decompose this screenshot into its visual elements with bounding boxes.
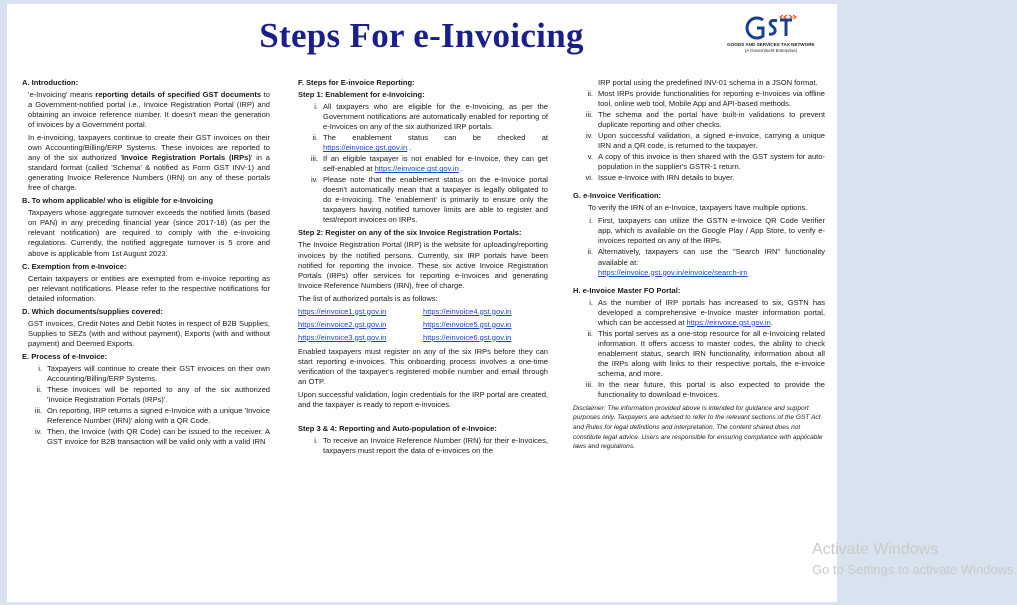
list-item	[573, 110, 825, 130]
section-d-para: GST invoices, Credit Notes and Debit Notes in respect of B2B Supplies, Supplies to SEZs (with and without payment), Exports (with and without payment) and Deemed Exports.	[28, 318, 270, 348]
step-1-list	[298, 102, 548, 225]
list-text: First, taxpayers can utilize the GSTN e-Invoice QR Code Verifier app, which is available on the Google Play / App Store, to verify e-invoices reported on any of the IRPs.	[598, 216, 825, 246]
list-text: Please note that the enablement status on the e-Invoice portal doesn't automatically mean that a taxpayer is legally obligated to do e-Invoicing. The 'enablement' is primarily to ensure only the taxpayers having notified turnover limits are able to register and test/report invoices on IRPs.	[323, 175, 548, 225]
list-item	[22, 364, 270, 384]
list-text: The schema and the portal have built-in validations to prevent duplicate reporting and other checks.	[598, 110, 825, 130]
gstn-logo	[712, 12, 830, 53]
list-item	[22, 427, 270, 447]
section-e-list	[22, 364, 270, 447]
portal-link-6[interactable]: https://einvoice6.gst.gov.in	[423, 332, 512, 342]
list-text: To receive an Invoice Reference Number (IRN) for their e-Invoices, taxpayers must report the data of e-invoices on the	[323, 435, 548, 455]
list-item	[298, 133, 548, 153]
list-text: Upon successful validation, a signed e-invoice, carrying a unique IRN and a QR code, is returned to the taxpayer.	[598, 131, 825, 151]
section-c-title: C. Exemption from e-Invoice:	[22, 261, 127, 271]
section-b-para: Taxpayers whose aggregate turnover exceeds the notified limits (based on PAN) in any preceding financial year (since 2017-18) (as per the relevant notification) are required to comply with the e-invoicing regulations. Currently, the notified aggregate turnover is 5 crore and above is applicable from 1st August 2023.	[28, 208, 270, 258]
einvoice-self-enable-link[interactable]: https://einvoice.gst.gov.in	[374, 164, 459, 174]
list-text	[323, 154, 548, 174]
step-34-list	[298, 436, 548, 456]
portal-link-5[interactable]: https://einvoice5.gst.gov.in	[423, 319, 512, 329]
page-title: Steps For e-Invoicing	[259, 16, 584, 55]
list-text: Issue e-Invoice with IRN details to buyer.	[598, 173, 735, 183]
section-a-para-2	[28, 133, 270, 193]
list-item	[573, 131, 825, 151]
list-item	[298, 154, 548, 174]
watermark-line-2: Go to Settings to activate Windows.	[812, 561, 1017, 577]
list-item	[573, 329, 825, 379]
step-34-continued: IRP portal using the predefined INV-01 schema in a JSON format.	[598, 78, 818, 87]
list-text: This portal serves as a one-stop resource for all e-Invoicing related information. It offers access to master codes, the ability to check enablement status, search IRN functionality, information about all the IRPs along with links to their respective portals, the e-invoice schema, and more.	[598, 328, 825, 378]
section-h-title: H. e-Invoice Master FO Portal:	[573, 285, 681, 295]
list-number: iii.	[585, 110, 593, 120]
list-number: ii.	[587, 247, 593, 257]
section-c-para: Certain taxpayers or entities are exempted from e-invoice reporting as per relevant notifications. Please refer to the respective notifications for detailed information.	[28, 273, 270, 303]
list-number: ii.	[312, 133, 318, 143]
list-number: iv.	[311, 175, 318, 185]
list-number: i.	[589, 297, 593, 307]
step-34-title: Step 3 & 4: Reporting and Auto-population of e-Invoice:	[298, 423, 497, 433]
list-item	[573, 89, 825, 109]
list-text: In the near future, this portal is also expected to provide the functionality to download e-Invoices.	[598, 379, 825, 399]
list-item	[573, 298, 825, 328]
portal-link-2[interactable]: https://einvoice2.gst.gov.in	[298, 319, 387, 329]
gstn-logo-icon	[743, 12, 799, 42]
step-1-title: Step 1: Enablement for e-Invoicing:	[298, 90, 425, 100]
watermark-line-1: Activate Windows	[812, 541, 939, 558]
list-text: A copy of this invoice is then shared with the GST system for auto-population in the supplier's GSTR-1 return.	[598, 152, 825, 172]
list-number: ii.	[587, 89, 593, 99]
section-a-title: A. Introduction:	[22, 78, 79, 87]
section-h-list	[573, 298, 825, 400]
bold-text: reporting details of specified GST documents	[95, 90, 262, 100]
text: Alternatively, taxpayers can use the "Search IRN" functionality available at:	[598, 247, 825, 267]
section-g-title: G. e-Invoice Verification:	[573, 191, 662, 201]
list-item	[573, 216, 825, 246]
list-number: vi.	[585, 173, 593, 183]
list-number: iv.	[586, 131, 593, 141]
disclaimer: Disclaimer: The information provided above is intended for guidance and support purposes only. Taxpayers are advised to refer to the relevant sections of the GST Act and Rules for legal definitions and interpretation. The content shared does not constitute legal advice. Users are responsible for ensuring compliance with applicable laws and regulations.	[573, 404, 823, 451]
list-text: Then, the Invoice (with QR Code) can be issued to the receiver. A GST invoice for B2B transaction will be valid only with a valid IRN	[47, 427, 270, 447]
section-a-para-1	[28, 90, 270, 130]
text: As the number of IRP portals has increased to six, GSTN has developed a comprehensive e-Invoice master information portal, which can be accessed at	[598, 297, 825, 327]
list-item	[573, 152, 825, 172]
list-item	[298, 175, 548, 225]
list-text: These invoices will be reported to any of the six authorized 'Invoice Registration Portals (IRPs)'.	[47, 384, 270, 404]
text: .	[407, 143, 412, 153]
step-2-para-3: Upon successful validation, login credentials for the IRP portal are created, and the taxpayer is ready to report e-invoices.	[298, 389, 548, 409]
text: The enablement status can be checked at	[323, 133, 548, 143]
section-g-list	[573, 216, 825, 277]
einvoice-enablement-link[interactable]: https://einvoice.gst.gov.in	[323, 143, 408, 153]
list-item	[573, 173, 825, 183]
portal-links	[298, 307, 548, 343]
logo-line1: GOODS AND SERVICES TAX NETWORK	[727, 42, 815, 47]
text: to a Government-notified portal i.e., Invoice Registration Portal (IRP) and obtaining an invoice reference number. It doesn't mean the generation of invoices by a Government portal.	[28, 90, 270, 130]
list-text	[598, 298, 825, 328]
section-g-para: To verify the IRN of an e-Invoice, taxpayers have multiple options.	[588, 203, 808, 213]
list-number: i.	[589, 216, 593, 226]
list-text	[323, 133, 548, 153]
list-item	[573, 247, 825, 277]
portals-intro: The list of authorized portals is as follows:	[298, 293, 438, 303]
text: In e-invoicing, taxpayers continue to create their GST invoices on their own Accounting/Billing/ERP Systems. These invoices are reported to any of the six authorized '	[28, 133, 270, 163]
list-number: i.	[38, 363, 42, 373]
search-irn-link[interactable]: https://einvoice.gst.gov.in/einvoice/search-irn	[598, 267, 748, 277]
portal-link-3[interactable]: https://einvoice3.gst.gov.in	[298, 332, 387, 342]
list-number: v.	[587, 152, 593, 162]
list-number: iii.	[34, 405, 42, 415]
text: 'e-Invoicing' means	[28, 90, 96, 100]
portal-link-4[interactable]: https://einvoice4.gst.gov.in	[423, 306, 512, 316]
column-2	[298, 78, 548, 459]
list-text: Most IRPs provide functionalities for reporting e-Invoices via offline tool, online web tool, Mobile App and API-based methods.	[598, 89, 825, 109]
logo-line2: (A Government Enterprise)	[744, 47, 798, 53]
section-b-title: B. To whom applicable/ who is eligible for e-Invoicing	[22, 196, 214, 206]
column-3	[573, 78, 825, 452]
text: ' in a standard format (called 'Schema' & notified as Form GST INV-1) and generating Invoice Reference Numbers (IRN) on any of these portals free of charge.	[28, 153, 270, 193]
list-number: ii.	[36, 384, 42, 394]
portal-link-1[interactable]: https://einvoice1.gst.gov.in	[298, 306, 387, 316]
master-portal-link[interactable]: https://einvoice.gst.gov.in	[686, 317, 771, 327]
step-2-para: The Invoice Registration Portal (IRP) is the website for uploading/reporting invoices by the notified persons. Currently, six IRP portals have been notified for reporting the invoice. These six active Invoice Registration Portals (IRPs) offer services for reporting e-Invoices and generating Invoice Reference Numbers (IRN), free of charge.	[298, 240, 548, 290]
text: .	[770, 317, 773, 327]
list-number: i.	[314, 102, 318, 112]
text: If an eligible taxpayer is not enabled for e-Invoice, they can get self-enabled at	[323, 154, 548, 174]
list-text: Taxpayers will continue to create their GST invoices on their own Accounting/Billing/ERP Systems.	[47, 363, 270, 383]
list-item	[22, 406, 270, 426]
section-f-title: F. Steps for E-invoice Reporting:	[298, 78, 415, 87]
step-2-para-2: Enabled taxpayers must register on any of the six IRPs before they can start reporting e-invoices. This onboarding process involves a one-time verification of the taxpayer's registered mobile number and email through an OTP.	[298, 346, 548, 386]
list-text: On reporting, IRP returns a signed e-Invoice with a unique 'Invoice Reference Number (IRN)' along with a QR Code.	[47, 405, 270, 425]
list-number: i.	[314, 435, 318, 445]
list-number: ii.	[587, 328, 593, 338]
column-1	[22, 78, 270, 450]
list-number: iii.	[585, 379, 593, 389]
section-d-title: D. Which documents/supplies covered:	[22, 306, 163, 316]
list-text: All taxpayers who are eligible for the e-Invoicing, as per the Government notifications are automatically enabled for reporting of e-Invoices on any of the six authorized IRP portals.	[323, 102, 548, 132]
list-item	[22, 385, 270, 405]
bold-text: Invoice Registration Portals (IRPs)	[121, 153, 251, 163]
list-item	[573, 380, 825, 400]
list-text	[598, 247, 825, 277]
step-2-title: Step 2: Register on any of the six Invoice Registration Portals:	[298, 228, 522, 238]
section-e-title: E. Process of e-Invoice:	[22, 351, 108, 361]
list-item	[298, 436, 548, 456]
list-item	[298, 102, 548, 132]
list-number: iv.	[35, 427, 42, 436]
step-34-list-continued	[573, 89, 825, 183]
list-number: iii.	[310, 154, 318, 164]
text: .	[458, 164, 463, 174]
activate-windows-watermark	[812, 539, 1017, 578]
